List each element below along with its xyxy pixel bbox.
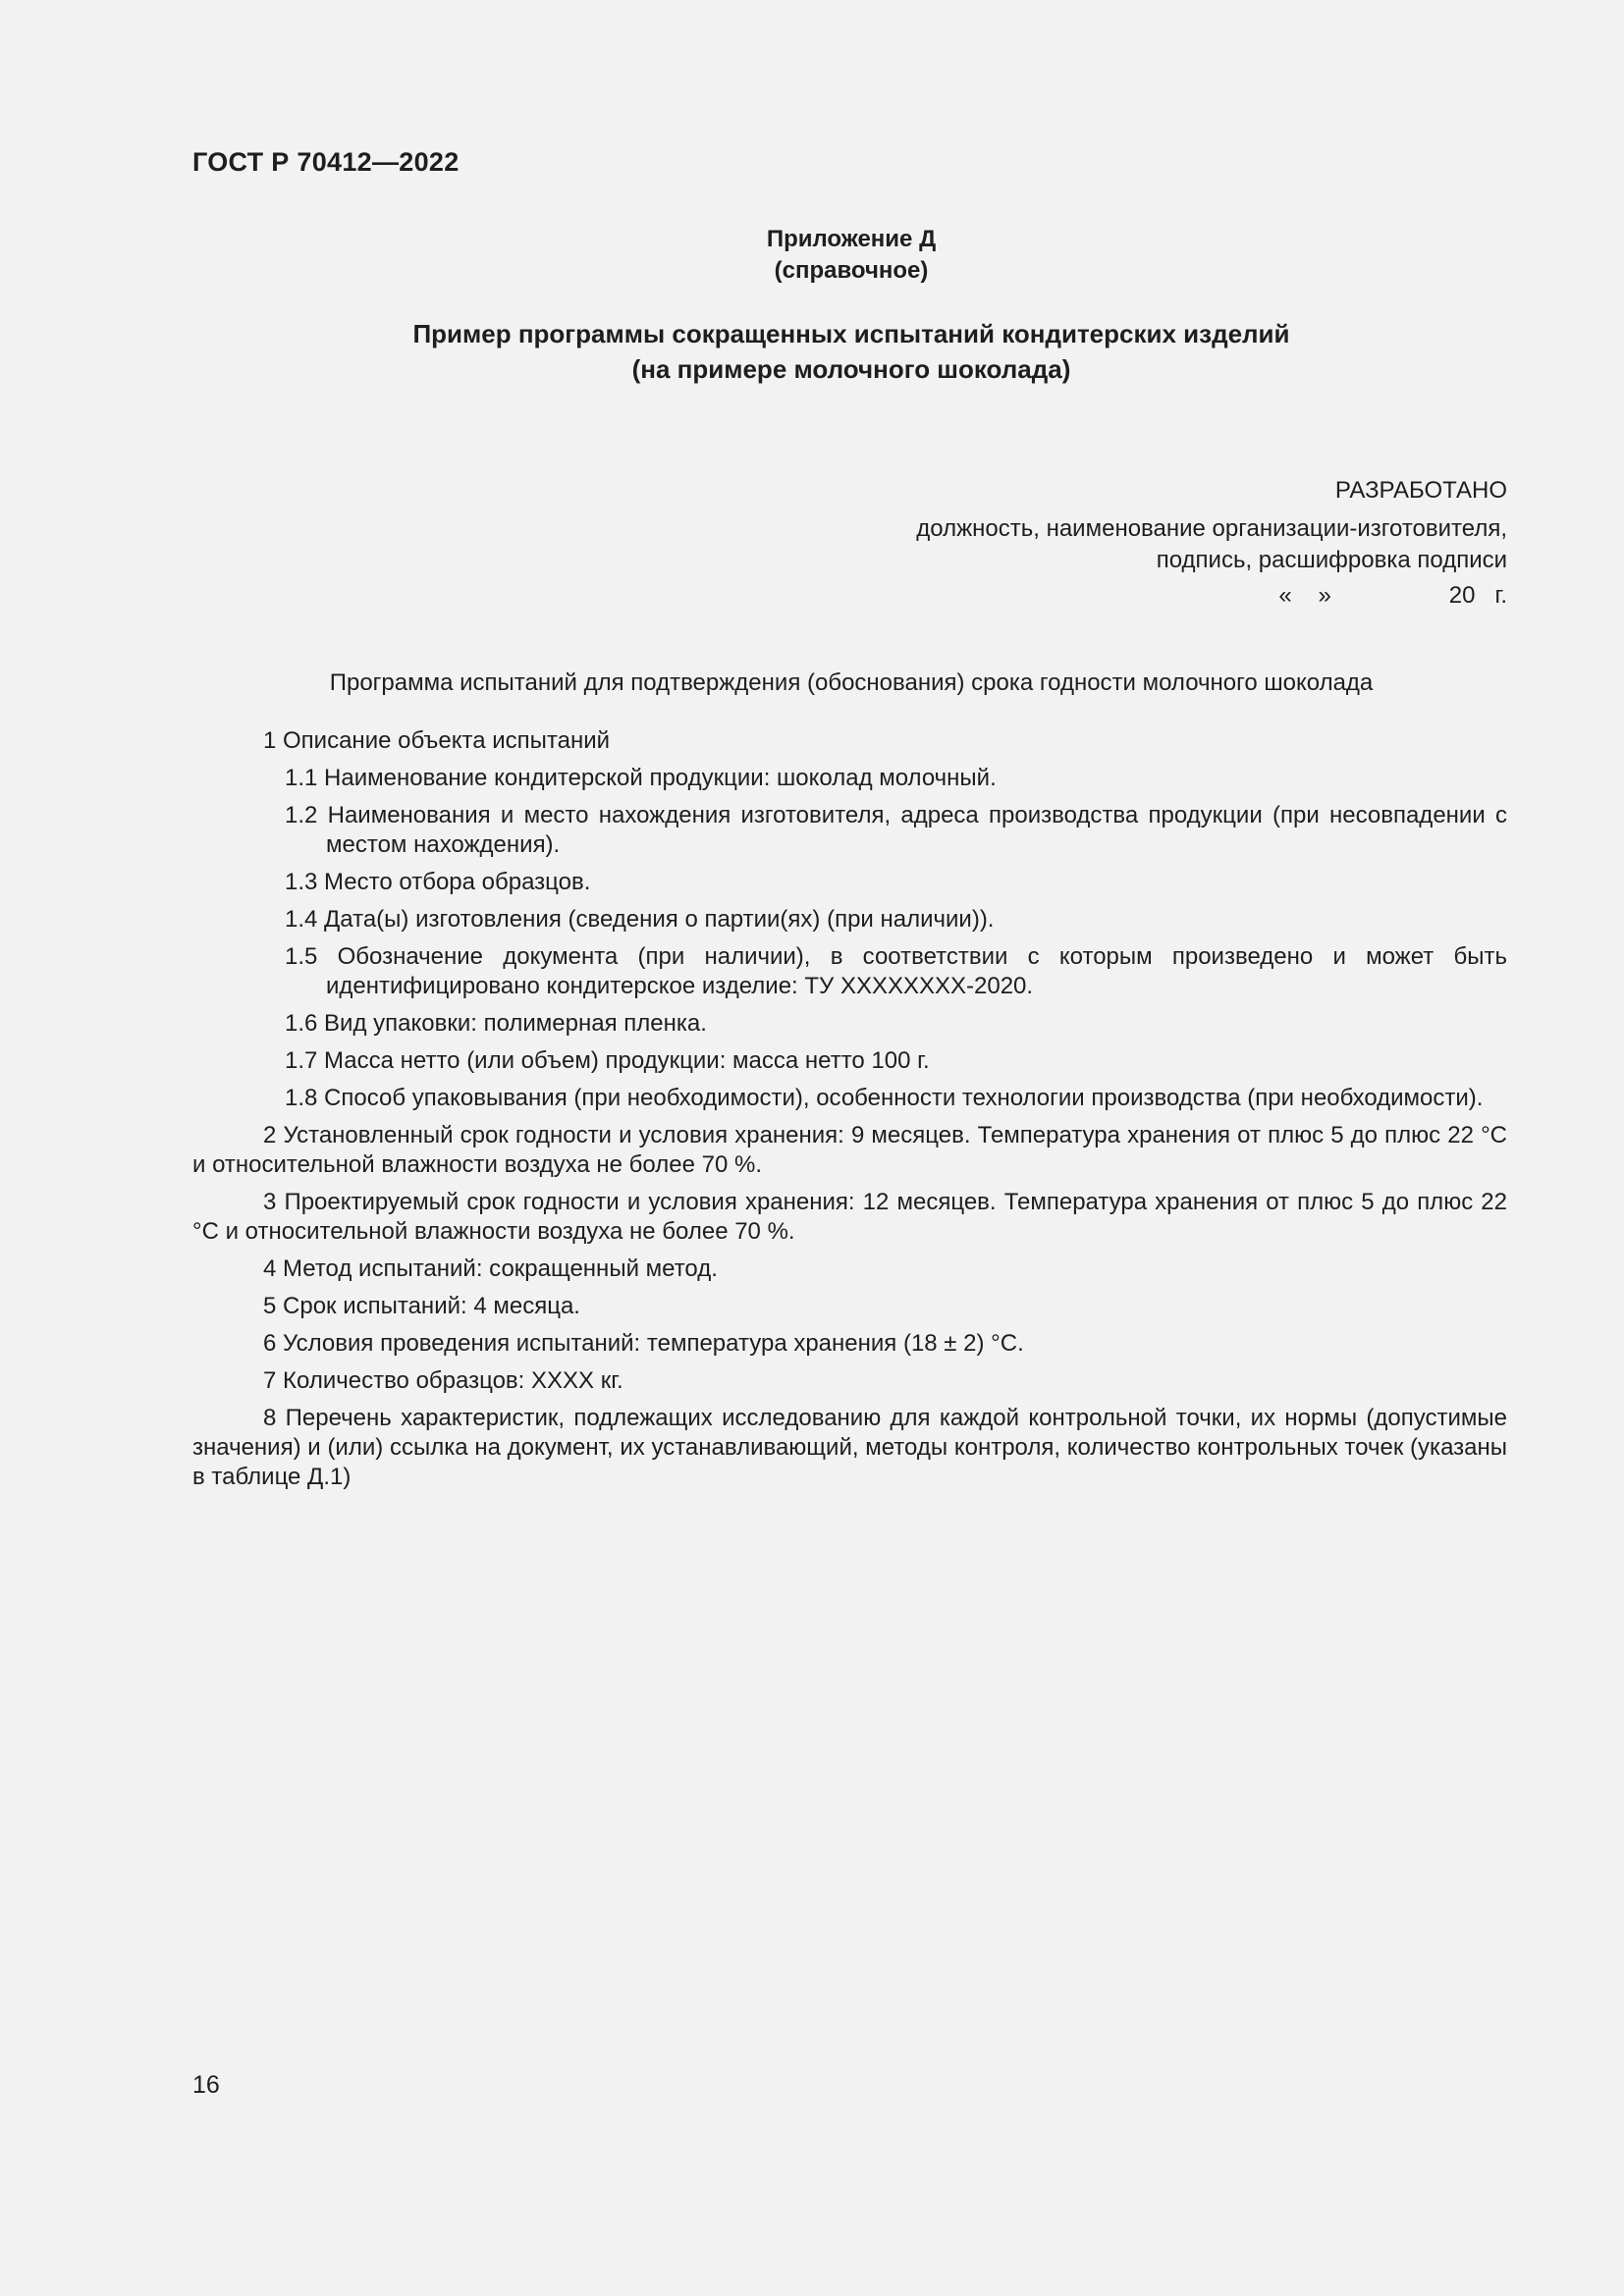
section-item: 3 Проектируемый срок годности и условия хранения: 12 месяцев. Температура хранения от плюс 5 до плюс 22 °С и относительной влажности воздуха не более 70 %.: [192, 1189, 1507, 1245]
approval-line-1: должность, наименование организации-изготовителя,: [916, 515, 1507, 542]
section-item: 2 Установленный срок годности и условия хранения: 9 месяцев. Температура хранения от плюс 5 до плюс 22 °С и относительной влажности воздуха не более 70 %.: [192, 1122, 1507, 1178]
section-item: 5 Срок испытаний: 4 месяца.: [263, 1293, 580, 1319]
approval-block: [722, 471, 1507, 614]
section-item: 1 Описание объекта испытаний: [263, 727, 611, 754]
subsection-item: 1.8 Способ упаковывания (при необходимости), особенности технологии производства (при необходимости).: [285, 1085, 1484, 1111]
standard-code: ГОСТ Р 70412—2022: [192, 147, 460, 177]
date-year: 20 г.: [1448, 582, 1507, 609]
section-item: 4 Метод испытаний: сокращенный метод.: [263, 1255, 718, 1282]
approval-line-2: подпись, расшифровка подписи: [1156, 547, 1507, 573]
approval-date: [722, 576, 1507, 614]
date-quotes: « »: [1278, 582, 1331, 609]
page-number: 16: [192, 2071, 220, 2099]
subsection-item: 1.1 Наименование кондитерской продукции: шоколад молочный.: [285, 765, 997, 791]
annex-title: Приложение Д: [766, 226, 937, 252]
annex-heading: [0, 224, 1624, 287]
approval-heading: РАЗРАБОТАНО: [1334, 477, 1507, 504]
program-sections: [192, 726, 1507, 1500]
subsection-item: 1.4 Дата(ы) изготовления (сведения о партии(ях) (при наличии)).: [285, 906, 995, 933]
section-item: 7 Количество образцов: ХХХХ кг.: [263, 1367, 623, 1394]
subsection-item: 1.2 Наименования и место нахождения изготовителя, адреса производства продукции (при несовпадении с местом нахождения).: [285, 802, 1507, 858]
subsection-item: 1.6 Вид упаковки: полимерная пленка.: [285, 1010, 707, 1037]
subsection-item: 1.5 Обозначение документа (при наличии), в соответствии с которым произведено и может быть идентифицировано кондитерское изделие: ТУ ХХХХХХХХ-2020.: [285, 943, 1507, 999]
document-title-line-1: Пример программы сокращенных испытаний кондитерских изделий: [412, 319, 1290, 348]
document-title-line-2: (на примере молочного шоколада): [631, 354, 1071, 384]
document-title: [0, 316, 1624, 387]
subsection-item: 1.7 Масса нетто (или объем) продукции: масса нетто 100 г.: [285, 1047, 930, 1074]
subsection-item: 1.3 Место отбора образцов.: [285, 869, 591, 895]
annex-type: (справочное): [774, 257, 929, 284]
section-item: 8 Перечень характеристик, подлежащих исследованию для каждой контрольной точки, их нормы (допустимые значения) и (или) ссылка на документ, их устанавливающий, методы контроля, количество контрольных точек (указаны в таблице Д.1): [192, 1405, 1507, 1490]
program-title: Программа испытаний для подтверждения (обоснования) срока годности молочного шоколада: [329, 669, 1374, 696]
section-item: 6 Условия проведения испытаний: температура хранения (18 ± 2) °С.: [263, 1330, 1024, 1357]
